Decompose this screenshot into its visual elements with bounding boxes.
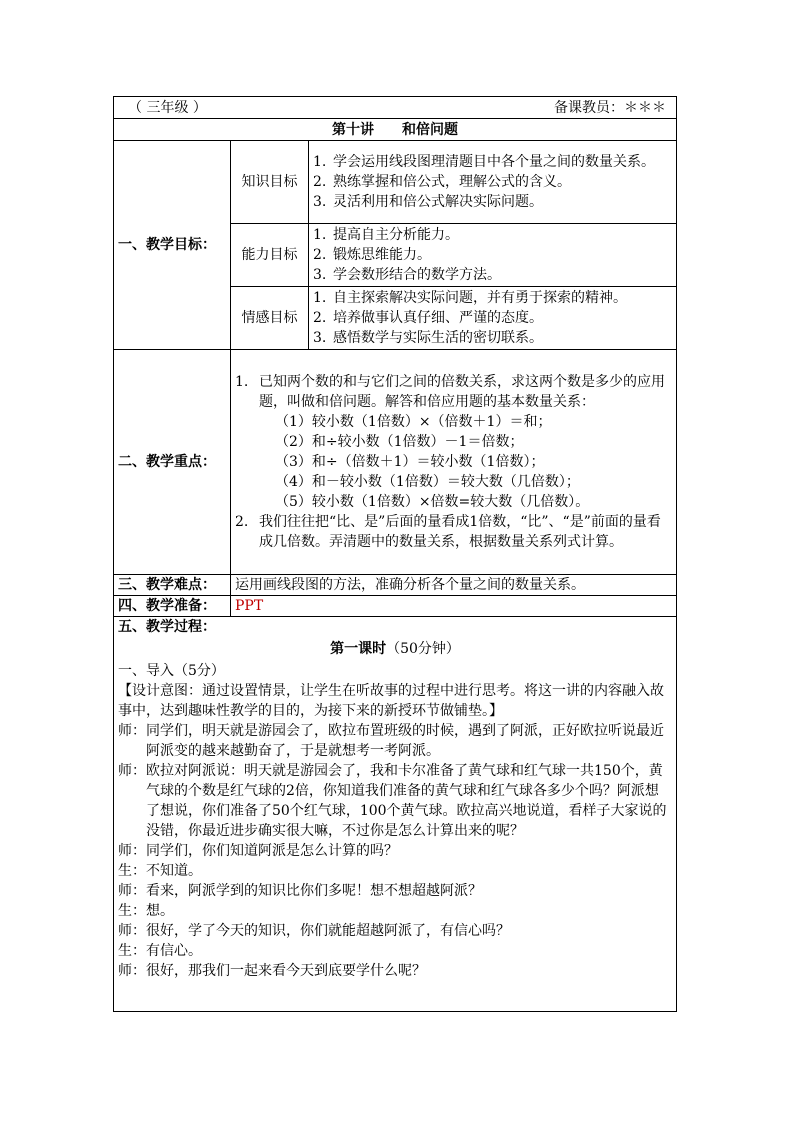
dialogue-line: 生： 想。 bbox=[118, 903, 174, 919]
dialogue-line: 师： 看来，阿派学到的知识比你们多呢！想不想超越阿派？ bbox=[118, 883, 482, 899]
formula-line: （3）和÷（倍数＋1）＝较小数（1倍数）； bbox=[275, 454, 545, 470]
teacher-label: 备课教员：＊＊＊ bbox=[554, 99, 666, 116]
list-item: 1. 学会运用线段图理清题目中各个量之间的数量关系。 bbox=[313, 154, 655, 170]
lesson-time: （50分钟） bbox=[386, 641, 460, 657]
dialogue-line: 生： 不知道。 bbox=[118, 863, 202, 879]
lecture-title: 第十讲 和倍问题 bbox=[114, 119, 677, 141]
emotion-goal-list bbox=[309, 287, 677, 350]
key-point-2: 2. 我们往往把“比、是”后面的量看成1倍数，“比”、“是”前面的量看成几倍数。弄清题中的数量关系，根据数量关系列式计算。 bbox=[235, 514, 661, 550]
key-points-label: 二、教学重点： bbox=[114, 350, 231, 575]
header-row bbox=[114, 97, 677, 119]
list-item: 3. 学会数形结合的数学方法。 bbox=[313, 267, 501, 283]
dialogue-line: 师： 很好，那我们一起来看今天到底要学什么呢？ bbox=[118, 963, 426, 979]
lesson-title: 第一课时 bbox=[330, 641, 387, 657]
process-section bbox=[114, 617, 677, 1012]
list-item: 1. 自主探索解决实际问题，并有勇于探索的精神。 bbox=[313, 290, 627, 306]
dialogue-line: 生： 有信心。 bbox=[118, 943, 202, 959]
list-item: 3. 感悟数学与实际生活的密切联系。 bbox=[313, 330, 543, 346]
difficulty-text: 运用画线段图的方法，准确分析各个量之间的数量关系。 bbox=[231, 575, 677, 596]
list-item: 3. 灵活利用和倍公式解决实际问题。 bbox=[313, 194, 543, 210]
preparation-label: 四、教学准备： bbox=[114, 596, 231, 617]
preparation-text: PPT bbox=[231, 596, 677, 617]
knowledge-goal-list bbox=[309, 141, 677, 224]
list-item: 2. 锻炼思维能力。 bbox=[313, 247, 431, 263]
grade-label: （ 三年级 ） bbox=[128, 99, 207, 116]
lesson-plan-page bbox=[113, 96, 676, 1012]
list-item: 2. 熟练掌握和倍公式，理解公式的含义。 bbox=[313, 174, 571, 190]
lesson-heading bbox=[118, 639, 672, 659]
formula-line: （4）和－较小数（1倍数）＝较大数（几倍数）； bbox=[275, 474, 580, 490]
ability-goal-label: 能力目标 bbox=[231, 224, 309, 287]
knowledge-goal-label: 知识目标 bbox=[231, 141, 309, 224]
formula-line: （5）较小数（1倍数）×倍数=较大数（几倍数）。 bbox=[275, 494, 590, 510]
emotion-goal-label: 情感目标 bbox=[231, 287, 309, 350]
key-point-1: 1. 已知两个数的和与它们之间的倍数关系，求这两个数是多少的应用题，叫做和倍问题。解答和倍应用题的基本数量关系： bbox=[235, 374, 665, 410]
formula-line: （1）较小数（1倍数）×（倍数＋1）＝和； bbox=[275, 414, 552, 430]
list-item: 2. 培养做事认真仔细、严谨的态度。 bbox=[313, 310, 543, 326]
section-heading: 一、导入（5分） bbox=[118, 663, 225, 679]
dialogue-line: 师： 欧拉对阿派说：明天就是游园会了，我和卡尔准备了黄气球和红气球一共150个，黄气球的个数是红气球的2倍，你知道我们准备的黄气球和红气球各多少个吗？阿派想了想说，你们准备了50个红气球，100个黄气球。欧拉高兴地说道，看样子大家说的没错，你最近进步确实很大嘛，不过你是怎么计算出来的呢？ bbox=[118, 763, 667, 839]
dialogue-line: 师： 同学们，你们知道阿派是怎么计算的吗？ bbox=[118, 843, 398, 859]
dialogue-line: 师： 同学们，明天就是游园会了，欧拉布置班级的时候，遇到了阿派，正好欧拉听说最近阿派变的越来越勤奋了，于是就想考一考阿派。 bbox=[118, 723, 664, 759]
design-note: 【设计意图：通过设置情景，让学生在听故事的过程中进行思考。将这一讲的内容融入故事中，达到趣味性教学的目的，为接下来的新授环节做铺垫。】 bbox=[118, 683, 664, 719]
key-points-content bbox=[231, 350, 677, 575]
lesson-plan-table bbox=[113, 96, 677, 1012]
formula-line: （2）和÷较小数（1倍数）－1＝倍数； bbox=[275, 434, 524, 450]
list-item: 1. 提高自主分析能力。 bbox=[313, 227, 459, 243]
formula-list bbox=[235, 412, 672, 512]
dialogue-line: 师： 很好，学了今天的知识，你们就能超越阿派了，有信心吗？ bbox=[118, 923, 510, 939]
objectives-label: 一、教学目标： bbox=[114, 141, 231, 350]
process-label: 五、教学过程： bbox=[118, 619, 216, 635]
difficulty-label: 三、教学难点： bbox=[114, 575, 231, 596]
ability-goal-list bbox=[309, 224, 677, 287]
